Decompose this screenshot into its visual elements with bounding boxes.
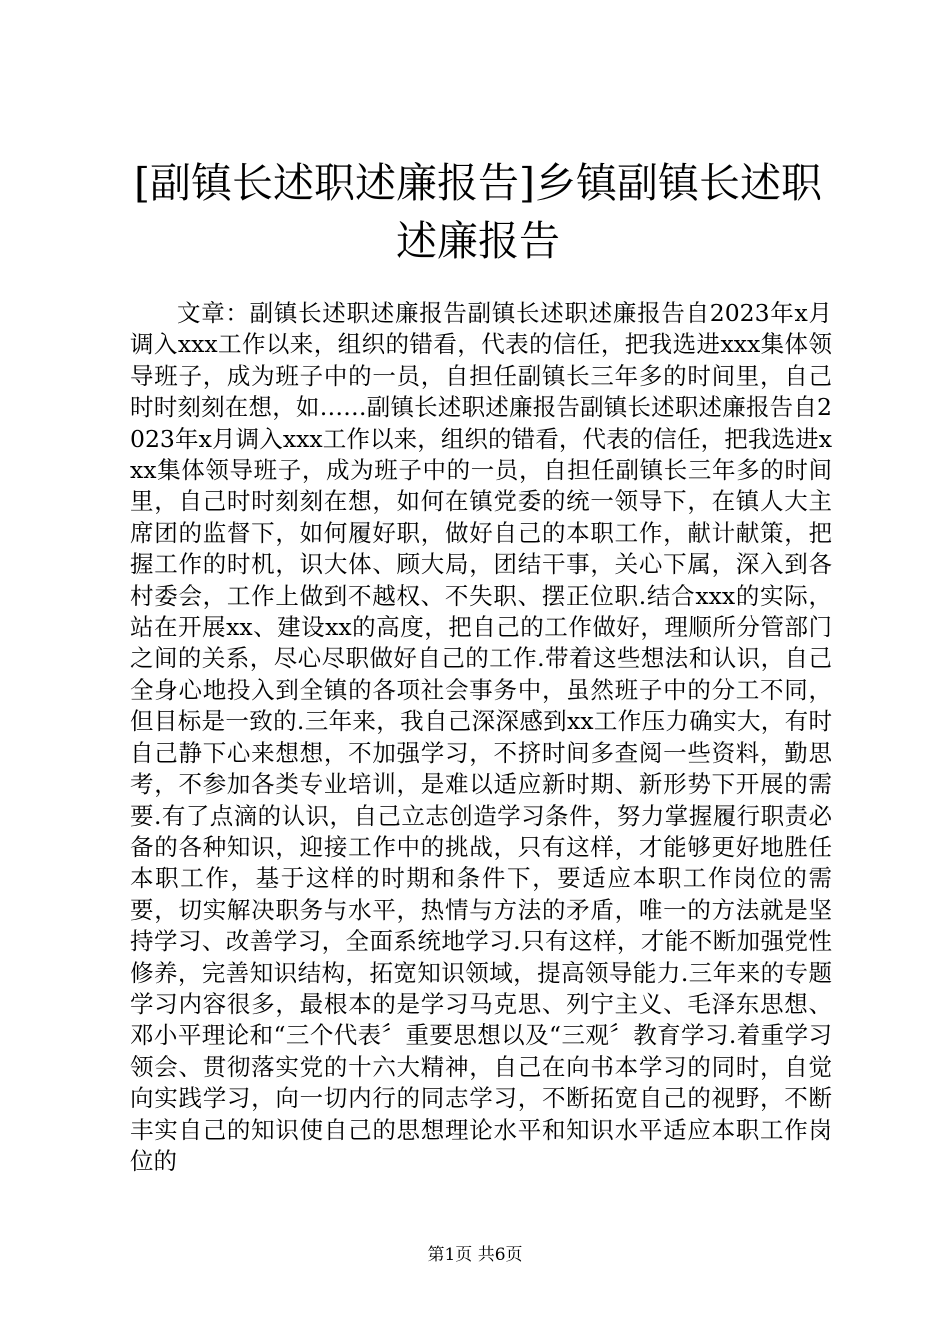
document-body: 文章：副镇长述职述廉报告副镇长述职述廉报告自2023年x月调入xxx工作以来，组织的错看，代表的信任，把我选进xxx集体领导班子，成为班子中的一员，自担任副镇长三年多的时间里，自己时时刻刻在想，如……副镇长述职述廉报告副镇长述职述廉报告自2023年x月调入xxx工作以来，组织的错看，代表的信任，把我选进xxx集体领导班子，成为班子中的一员，自担任副镇长三年多的时间里，自己时时刻刻在想，如何在镇党委的统一领导下，在镇人大主席团的监督下，如何履好职，做好自己的本职工作，献计献策，把握工作的时机，识大体、顾大局，团结干事，关心下属，深入到各村委会，工作上做到不越权、不失职、摆正位职.结合xxx的实际，站在开展xx、建设xx的高度，把自己的工作做好，理顺所分管部门之间的关系，尽心尽职做好自己的工作.带着这些想法和认识，自己全身心地投入到全镇的各项社会事务中，虽然班子中的分工不同，但目标是一致的.三年来，我自己深深感到xx工作压力确实大，有时自己静下心来想想，不加强学习，不挤时间多查阅一些资料，勤思考，不参加各类专业培训，是难以适应新时期、新形势下开展的需要.有了点滴的认识，自己立志创造学习条件，努力掌握履行职责必备的各种知识，迎接工作中的挑战，只有这样，才能够更好地胜任本职工作，基于这样的时期和条件下，要适应本职工作岗位的需要，切实解决职务与水平，热情与方法的矛盾，唯一的方法就是坚持学习、改善学习，全面系统地学习.只有这样，才能不断加强党性修养，完善知识结构，拓宽知识领域，提高领导能力.三年来的专题学习内容很多，最根本的是学习马克思、列宁主义、毛泽东思想、邓小平理论和“三个代表〞重要思想以及“三观〞教育学习.着重学习领会、贯彻落实党的十六大精神，自己在向书本学习的同时，自觉向实践学习，向一切内行的同志学习，不断拓宽自己的视野，不断丰实自己的知识使自己的思想理论水平和知识水平适应本职工作岗位的 [130,299,832,1175]
page-number: 第1页 共6页 [427,1245,523,1265]
document-title: [副镇长述职述廉报告]乡镇副镇长述职述廉报告 [134,159,822,265]
